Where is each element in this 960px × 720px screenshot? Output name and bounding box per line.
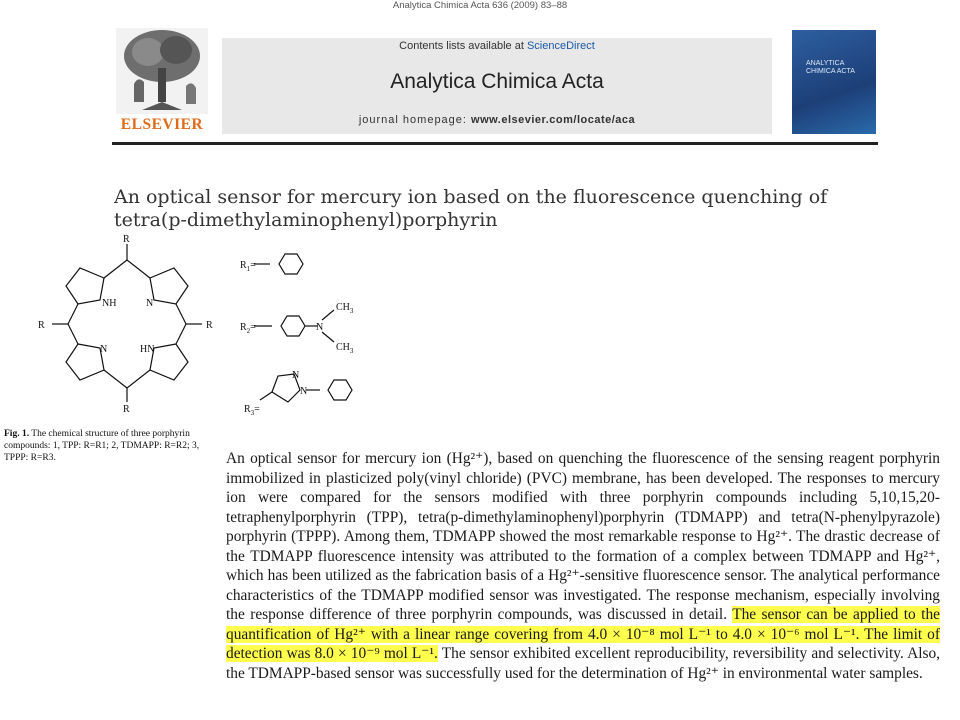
r1-label: $R_1=$ <box>240 260 256 273</box>
pyrazole-n1-label: N <box>292 370 300 381</box>
abstract <box>226 449 940 683</box>
figure-caption <box>4 428 224 464</box>
r-top-label: R <box>123 234 130 245</box>
elsevier-wordmark: ELSEVIER <box>120 116 204 133</box>
ch3-top-label: $CH_3$ <box>336 302 354 315</box>
homepage-url-link[interactable]: www.elsevier.com/locate/aca <box>471 114 636 126</box>
header-box <box>222 38 772 134</box>
contents-prefix: Contents lists available at <box>399 40 527 52</box>
n-top-label: N <box>146 298 154 309</box>
n-dimethyl-label: N <box>316 322 324 333</box>
r3-label: $R_3=$ <box>244 404 260 415</box>
homepage-prefix: journal homepage: <box>358 114 472 126</box>
r2-label: $R_2=$ <box>240 322 256 335</box>
article-title: An optical sensor for mercury ion based on the fluorescence quenching of tetra(p-dimethylaminophenyl)porphyrin <box>114 186 828 230</box>
cover-title: ANALYTICA CHIMICA ACTA <box>806 60 855 75</box>
journal-title: Analytica Chimica Acta <box>390 70 604 93</box>
pyrazole-n2-label: N <box>300 386 308 397</box>
abstract-highlighted-text: The sensor can be applied to the quantification of Hg²⁺ with a linear range covering from 4.0 × 10⁻⁸ mol L⁻¹ to 4.0 × 10⁻⁶ mol L⁻¹. The limit of detection was 8.0 × 10⁻⁹ mol L⁻¹. <box>226 606 940 662</box>
sciencedirect-link[interactable]: ScienceDirect <box>526 40 595 52</box>
journal-cover-image <box>792 30 876 134</box>
header-rule <box>112 142 878 145</box>
r-bottom-label: R <box>123 404 130 415</box>
journal-citation: Analytica Chimica Acta 636 (2009) 83–88 <box>392 0 568 11</box>
elsevier-logo <box>112 24 212 138</box>
ch3-bottom-label: $CH_3$ <box>336 342 354 355</box>
contents-line <box>222 40 772 52</box>
r-right-label: R <box>206 320 213 331</box>
homepage-line <box>222 114 772 126</box>
journal-header <box>112 24 878 142</box>
nh-label: NH <box>102 298 117 309</box>
porphyrin-structure-drawing <box>0 230 420 415</box>
abstract-text-part1: An optical sensor for mercury ion (Hg²⁺), based on quenching the fluorescence of the sensing reagent porphyrin immobilized in plasticized poly(vinyl chloride) (PVC) membrane, has been developed. The responses to mercury ion were compared for the sensors modified with three porphyrin compounds including 5,10,15,20-tetraphenylporphyrin (TPP), tetra(p-dimethylaminophenyl)porphyrin (TDMAPP) and tetra(N-phenylpyrazole) porphyrin (TPPP). Among them, TDMAPP showed the most remarkable response to Hg²⁺. The drastic decrease of the TDMAPP fluorescence intensity was attributed to the formation of a complex between TDMAPP and Hg²⁺, which has been utilized as the fabrication basis of a Hg²⁺-sensitive fluorescence sensor. The analytical performance characteristics of the TDMAPP modified sensor was investigated. The response mechanism, especially involving the response difference of three porphyrin compounds, was discussed in detail. <box>226 450 940 623</box>
figure-caption-text: The chemical structure of three porphyrin compounds: 1, TPP: R=R1; 2, TDMAPP: R=R2; 3, TPPP: R=R3. <box>4 429 200 463</box>
elsevier-tree-icon <box>112 24 212 116</box>
hn-label: HN <box>140 344 155 355</box>
title-clip <box>114 186 874 230</box>
figure-label: Fig. 1. <box>4 429 30 439</box>
r-left-label: R <box>38 320 45 331</box>
porphyrin-structure-figure <box>0 230 420 415</box>
abstract-text-part2: The sensor exhibited excellent reproducibility, reversibility and selectivity. Also, the TDMAPP-based sensor was successfully used for the determination of Hg²⁺ in environmental water samples. <box>226 645 941 682</box>
n-bottom-label: N <box>100 344 108 355</box>
